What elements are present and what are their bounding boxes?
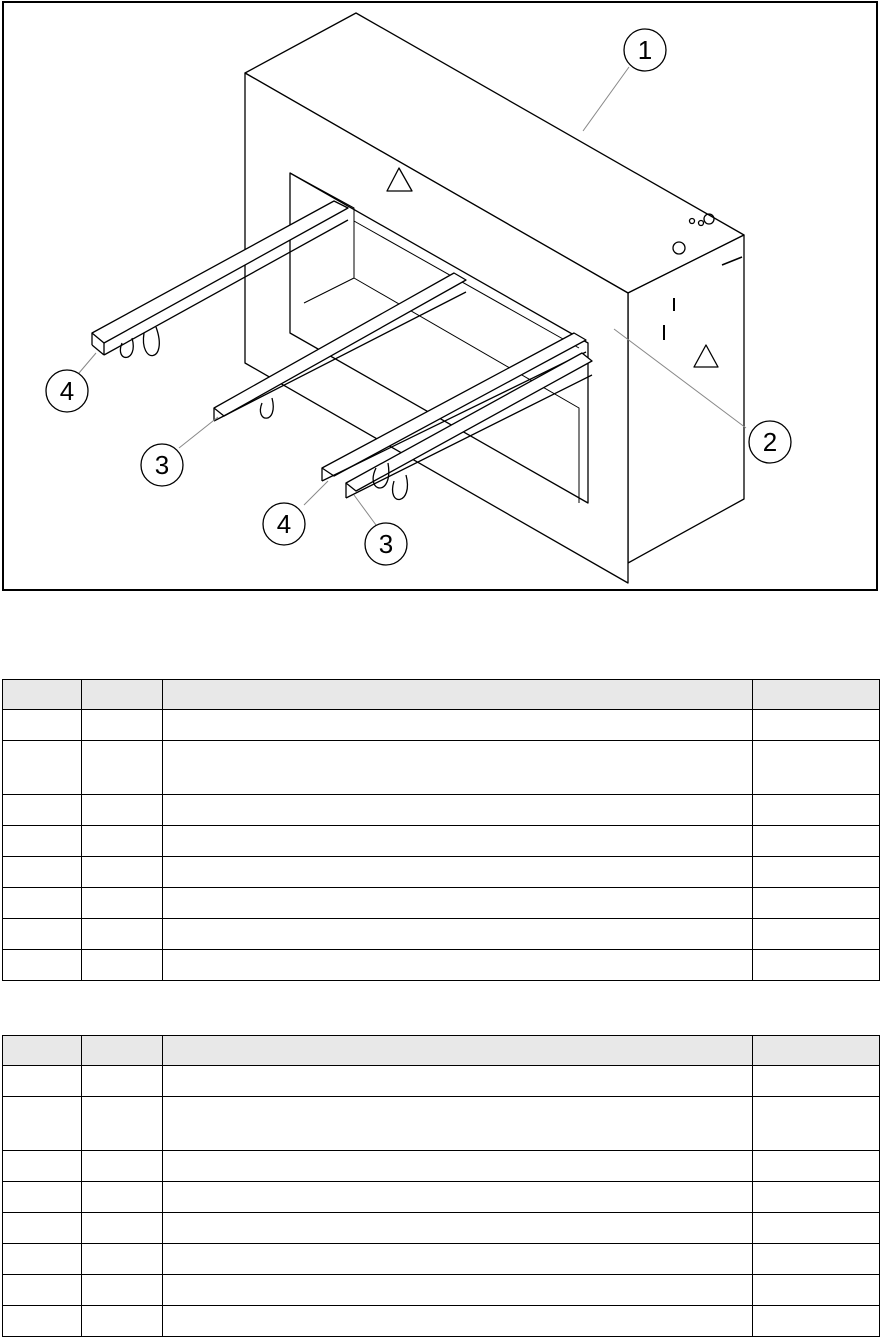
parts-table-2 [2,1035,880,1337]
callout-label-1: 1 [637,35,653,65]
table-cell [82,1151,163,1182]
table-cell [163,1097,753,1151]
callout-label-3b: 3 [378,529,394,559]
table-cell [753,950,880,981]
table-cell [163,741,753,795]
table-cell [82,1182,163,1213]
table-row [3,1306,880,1337]
table-cell [753,1182,880,1213]
table-row [3,857,880,888]
table-cell [3,1306,82,1337]
table-header-cell [753,1036,880,1066]
table-cell [82,1066,163,1097]
table-cell [82,919,163,950]
technical-drawing-figure [2,1,878,591]
table-row [3,1213,880,1244]
table-cell [163,919,753,950]
table-cell [82,826,163,857]
table-cell [3,710,82,741]
table-cell [82,741,163,795]
table-cell [82,950,163,981]
table-cell [753,1275,880,1306]
callout-label-4b: 4 [276,509,292,539]
table-cell [3,826,82,857]
callout-label-2: 2 [762,427,778,457]
table-cell [3,1213,82,1244]
table-header-row [3,1036,880,1066]
table-cell [163,1182,753,1213]
table-row [3,1244,880,1275]
table-row [3,1066,880,1097]
table-cell [753,826,880,857]
table-cell [753,1097,880,1151]
table-row [3,826,880,857]
table-cell [3,1066,82,1097]
table-row [3,710,880,741]
table-cell [753,857,880,888]
table-cell [753,888,880,919]
callout-label-3a: 3 [154,450,170,480]
table-row [3,795,880,826]
table-row [3,919,880,950]
table-cell [82,1244,163,1275]
table-header-cell [163,1036,753,1066]
table-cell [82,1275,163,1306]
table-cell [3,888,82,919]
table-cell [3,1151,82,1182]
table-cell [163,710,753,741]
table-header-cell [82,1036,163,1066]
table-cell [163,857,753,888]
table-cell [163,1151,753,1182]
table-header-cell [3,680,82,710]
table-cell [163,1213,753,1244]
table-cell [163,826,753,857]
table-header-cell [82,680,163,710]
table-cell [3,1275,82,1306]
table-row [3,1182,880,1213]
table-row [3,1275,880,1306]
table-cell [82,1213,163,1244]
table-header-cell [753,680,880,710]
table-cell [753,919,880,950]
table-cell [163,1244,753,1275]
table-cell [753,1066,880,1097]
table-cell [82,1306,163,1337]
table-cell [163,1275,753,1306]
table-row [3,888,880,919]
table-cell [753,1244,880,1275]
parts-table-1 [2,679,880,981]
table-cell [82,1097,163,1151]
housing-side-panel [628,235,744,563]
table-cell [163,888,753,919]
table-cell [3,857,82,888]
table-header-row [3,680,880,710]
table-cell [3,919,82,950]
table-cell [3,741,82,795]
table-header-cell [163,680,753,710]
table-cell [163,950,753,981]
table-cell [753,795,880,826]
callout-label-4a: 4 [59,376,75,406]
table-cell [82,710,163,741]
table-cell [3,1244,82,1275]
table-cell [163,795,753,826]
table-cell [753,741,880,795]
table-cell [163,1306,753,1337]
table-row [3,950,880,981]
table-cell [753,1306,880,1337]
table-cell [3,1182,82,1213]
table-row [3,1151,880,1182]
table-row [3,741,880,795]
table-cell [82,795,163,826]
table-cell [753,1213,880,1244]
table-cell [82,888,163,919]
table-cell [753,1151,880,1182]
table-cell [3,795,82,826]
table-row [3,1097,880,1151]
machine-frame-drawing [4,3,876,589]
table-cell [3,950,82,981]
table-cell [163,1066,753,1097]
table-cell [82,857,163,888]
table-cell [753,710,880,741]
table-cell [3,1097,82,1151]
table-header-cell [3,1036,82,1066]
